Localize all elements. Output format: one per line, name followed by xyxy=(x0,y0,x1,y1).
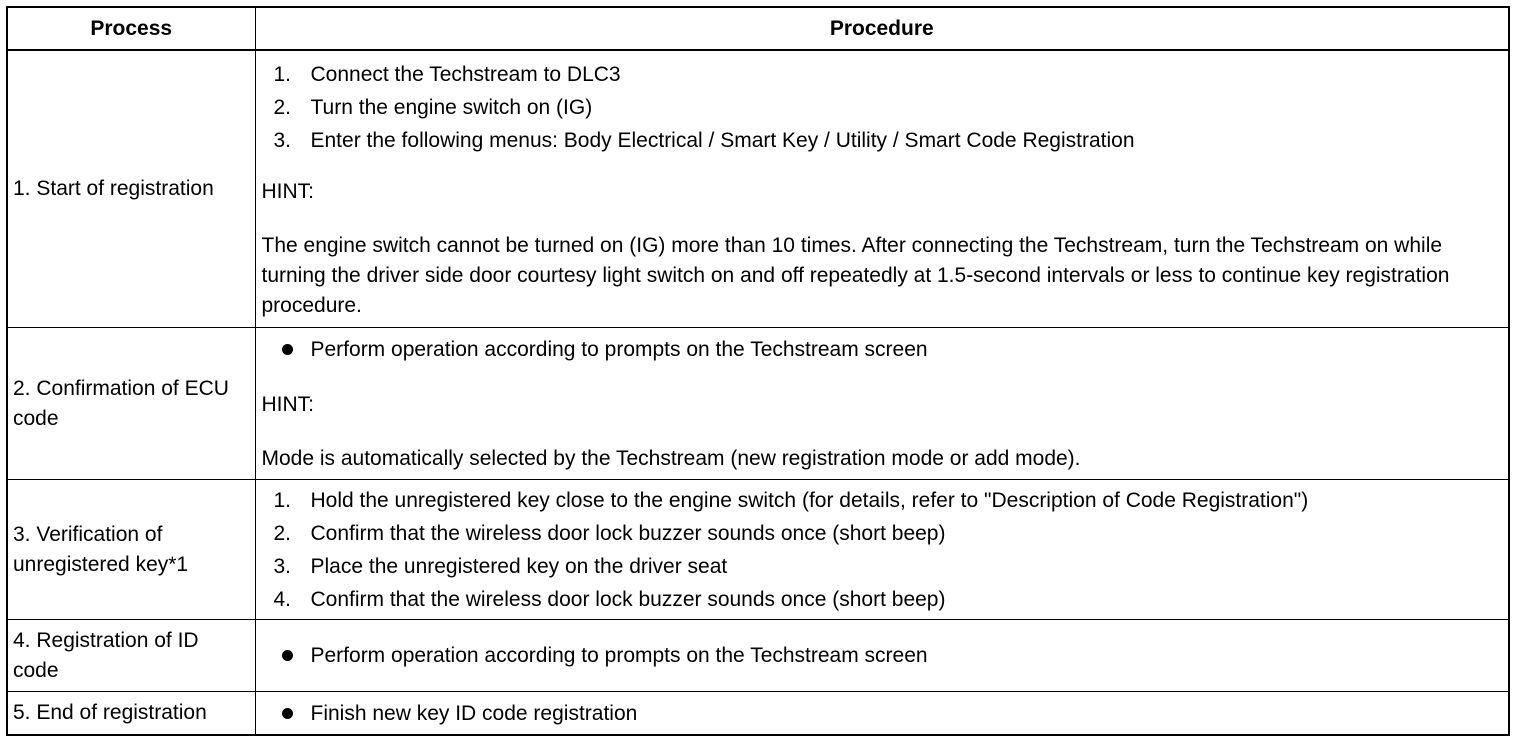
procedure-cell xyxy=(255,620,1509,692)
list-item xyxy=(262,484,1505,517)
list-item xyxy=(262,583,1505,616)
bullet-text: Perform operation according to prompts on the Techstream screen xyxy=(310,338,928,361)
step-list xyxy=(262,484,1505,616)
step-number: 4. xyxy=(273,587,292,611)
list-item xyxy=(262,517,1505,550)
process-label: 2. Confirmation of ECU code xyxy=(13,376,229,430)
hint-text: The engine switch cannot be turned on (IG) more than 10 times. After connecting the Techstream, turn the Techstream on while turning the driver side door courtesy light switch on and off repeatedly at 1.5-second intervals or less to continue key registration procedure. xyxy=(261,233,1450,317)
list-item xyxy=(262,91,1505,124)
table-row xyxy=(7,480,1509,620)
list-item xyxy=(262,697,1505,730)
process-column-header: Process xyxy=(7,7,255,50)
procedure-cell xyxy=(255,692,1509,736)
list-item xyxy=(262,550,1505,583)
step-text: Place the unregistered key on the driver seat xyxy=(310,554,728,578)
step-number: 3. xyxy=(273,554,292,578)
table-row xyxy=(7,328,1509,480)
step-text: Connect the Techstream to DLC3 xyxy=(310,62,621,86)
bullet-list xyxy=(262,697,1505,730)
procedure-cell xyxy=(255,328,1509,480)
process-label: 1. Start of registration xyxy=(13,177,214,200)
procedure-column-header: Procedure xyxy=(255,7,1509,50)
bullet-icon xyxy=(282,344,293,355)
bullet-icon xyxy=(282,650,293,661)
registration-procedure-table xyxy=(6,6,1510,736)
bullet-text: Perform operation according to prompts on the Techstream screen xyxy=(310,644,928,667)
bullet-list xyxy=(262,333,1505,366)
process-label: 5. End of registration xyxy=(13,701,207,724)
step-number: 2. xyxy=(273,95,292,119)
list-item xyxy=(262,333,1505,366)
bullet-text: Finish new key ID code registration xyxy=(310,701,638,725)
step-number: 2. xyxy=(273,521,292,545)
list-item xyxy=(262,639,1505,672)
list-item xyxy=(262,58,1505,91)
step-number: 1. xyxy=(273,488,292,512)
hint-text: Mode is automatically selected by the Techstream (new registration mode or add mode). xyxy=(261,447,1081,470)
process-cell xyxy=(7,328,255,480)
table-row xyxy=(7,620,1509,692)
process-cell xyxy=(7,50,255,328)
bullet-list xyxy=(262,639,1505,672)
procedure-cell xyxy=(255,50,1509,328)
procedure-cell xyxy=(255,480,1509,620)
table-row xyxy=(7,692,1509,736)
step-text: Turn the engine switch on (IG) xyxy=(310,95,593,119)
step-list xyxy=(262,58,1505,157)
process-cell xyxy=(7,480,255,620)
process-label: 4. Registration of ID code xyxy=(13,628,199,682)
step-number: 3. xyxy=(273,128,292,152)
table-row xyxy=(7,50,1509,328)
table-header-row xyxy=(7,7,1509,50)
process-cell xyxy=(7,692,255,736)
list-item xyxy=(262,124,1505,157)
step-number: 1. xyxy=(273,62,292,86)
step-text: Confirm that the wireless door lock buzzer sounds once (short beep) xyxy=(310,587,946,611)
hint-label: HINT: xyxy=(261,393,314,416)
hint-label: HINT: xyxy=(261,179,314,203)
step-text: Hold the unregistered key close to the engine switch (for details, refer to "Description of Code Registration") xyxy=(310,488,1309,512)
step-text: Enter the following menus: Body Electrical / Smart Key / Utility / Smart Code Registration xyxy=(310,128,1135,152)
process-cell xyxy=(7,620,255,692)
bullet-icon xyxy=(282,708,293,719)
step-text: Confirm that the wireless door lock buzzer sounds once (short beep) xyxy=(310,521,946,545)
process-label: 3. Verification of unregistered key*1 xyxy=(13,522,189,576)
